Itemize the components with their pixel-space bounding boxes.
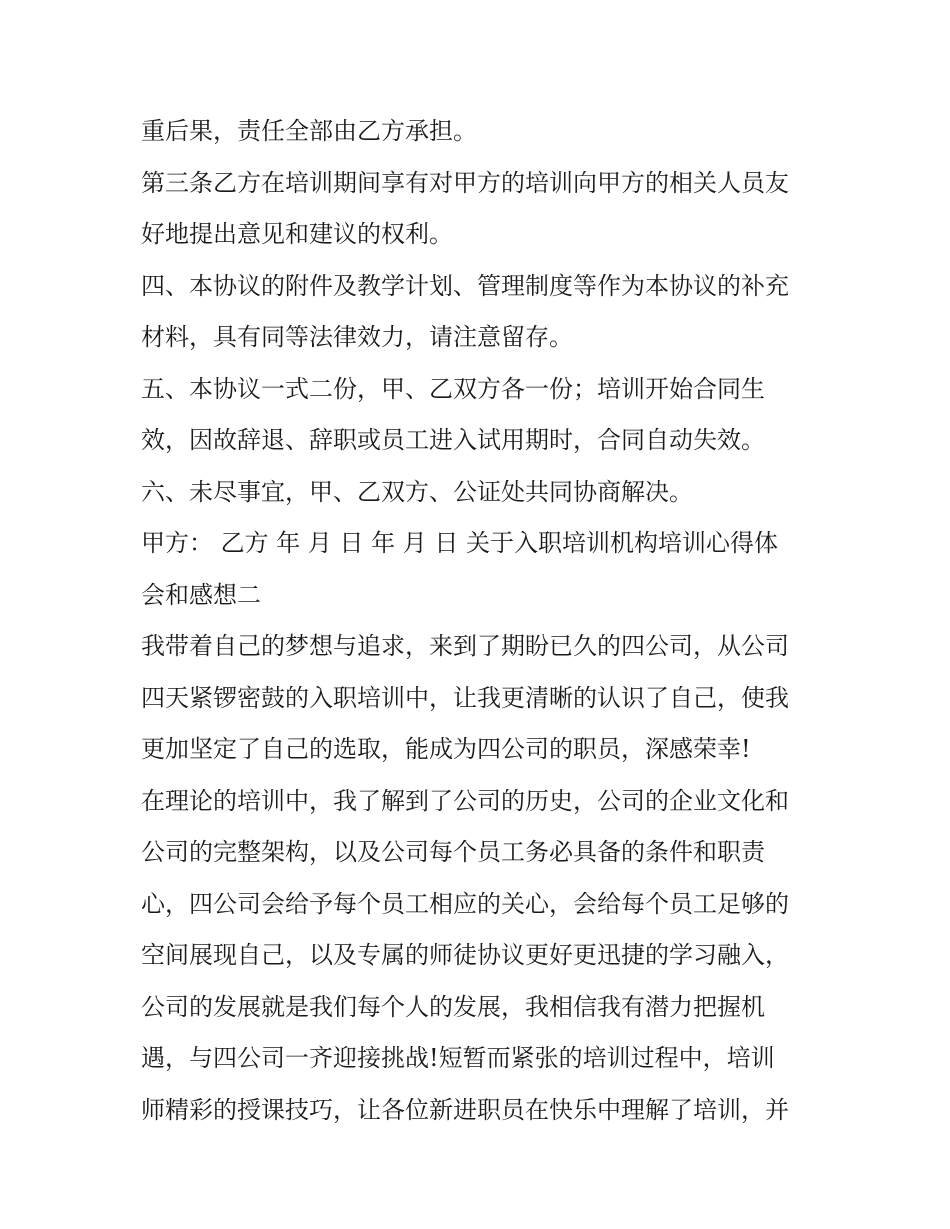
document-body — [141, 106, 821, 1136]
text-line: 五、本协议一式二份，甲、乙双方各一份；培训开始合同生 — [141, 374, 765, 403]
text-line: 公司的完整架构，以及公司每个员工务必具备的条件和职责 — [141, 838, 765, 866]
text-line: 遇，与四公司一齐迎接挑战!短暂而紧张的培训过程中，培训 — [141, 1044, 775, 1072]
text-line: 第三条乙方在培训期间享有对甲方的培训向甲方的相关人员友 — [141, 168, 789, 197]
text-line: 空间展现自己，以及专属的师徒协议更好更迅捷的学习融入， — [141, 941, 789, 969]
text-line: 重后果，责任全部由乙方承担。 — [141, 117, 477, 145]
text-line: 心，四公司会给予每个员工相应的关心，会给每个员工足够的 — [141, 889, 789, 918]
text-line: 我带着自己的梦想与追求，来到了期盼已久的四公司，从公司 — [141, 632, 789, 660]
text-line: 会和感想二 — [141, 580, 261, 609]
text-line: 甲方： 乙方 年 月 日 年 月 日 关于入职培训机构培训心得体 — [141, 529, 779, 557]
text-line: 师精彩的授课技巧，让各位新进职员在快乐中理解了培训，并 — [141, 1095, 789, 1124]
text-line: 四、本协议的附件及教学计划、管理制度等作为本协议的补充 — [141, 271, 789, 300]
text-line: 效，因故辞退、辞职或员工进入试用期时，合同自动失效。 — [141, 426, 765, 454]
text-line: 四天紧锣密鼓的入职培训中，让我更清晰的认识了自己，使我 — [141, 683, 789, 712]
text-line: 更加坚定了自己的选取，能成为四公司的职员，深感荣幸! — [141, 735, 751, 763]
text-line: 材料，具有同等法律效力，请注意留存。 — [141, 323, 573, 351]
text-line: 好地提出意见和建议的权利。 — [141, 220, 453, 248]
text-line: 六、未尽事宜，甲、乙双方、公证处共同协商解决。 — [141, 477, 693, 506]
text-line: 公司的发展就是我们每个人的发展，我相信我有潜力把握机 — [141, 992, 765, 1021]
text-line: 在理论的培训中，我了解到了公司的历史，公司的企业文化和 — [141, 786, 789, 815]
